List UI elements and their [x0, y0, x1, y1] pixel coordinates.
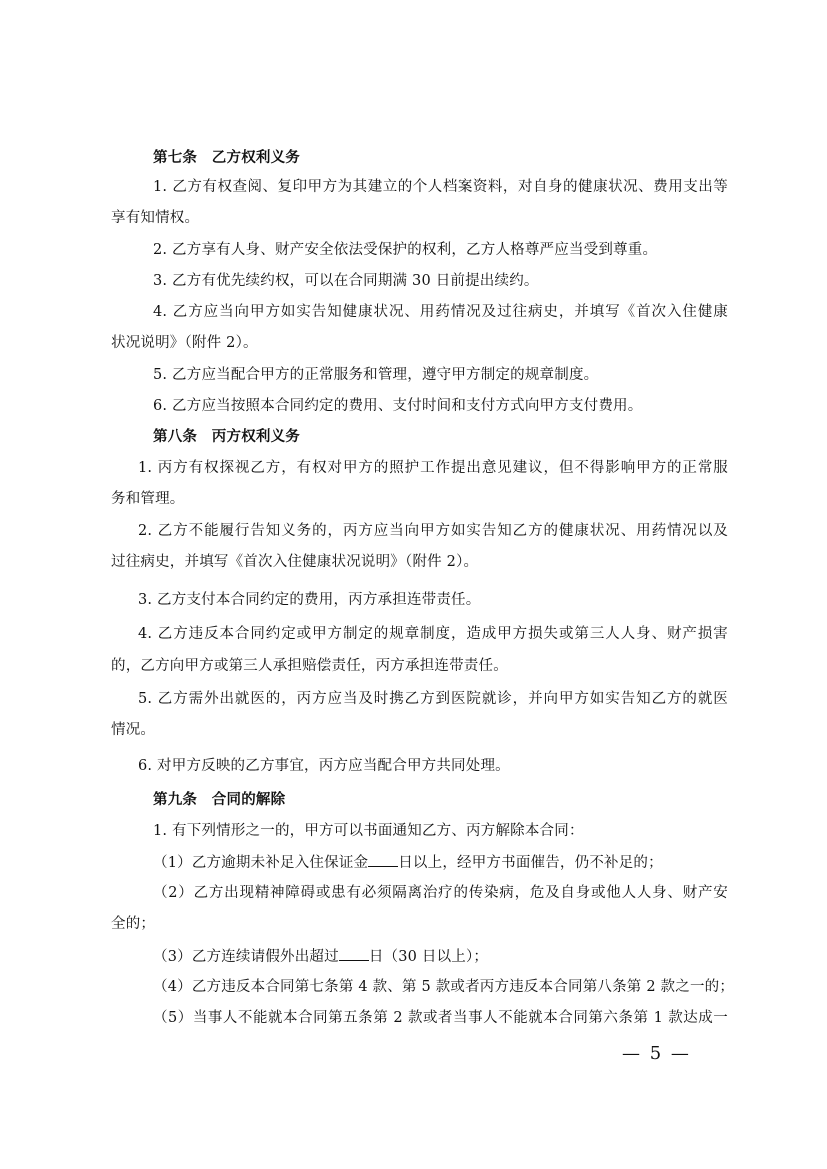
article-7-clause-4: 4. 乙方应当向甲方如实告知健康状况、用药情况及过往病史，并填写《首次入住健康 — [153, 304, 728, 320]
article-8-clause-3: 3. 乙方支付本合同约定的费用，丙方承担连带责任。 — [138, 592, 481, 608]
article-8-clause-2: 2. 乙方不能履行告知义务的，丙方应当向甲方如实告知乙方的健康状况、用药情况以及 — [138, 523, 728, 539]
fill-blank-line — [368, 852, 398, 867]
item-3-text-b: 日（30 日以上）； — [368, 949, 489, 965]
article-8-clause-2-cont: 过往病史，并填写《首次入住健康状况说明》（附件 2）。 — [111, 554, 479, 570]
item-1-text-a: （1）乙方逾期未补足入住保证金 — [153, 855, 369, 871]
article-9-item-1 — [153, 852, 773, 873]
article-7-clause-2: 2. 乙方享有人身、财产安全依法受保护的权利，乙方人格尊严应当受到尊重。 — [153, 242, 658, 258]
article-7-clause-6: 6. 乙方应当按照本合同约定的费用、支付时间和支付方式向甲方支付费用。 — [153, 398, 643, 414]
article-8-clause-1-cont: 务和管理。 — [111, 491, 185, 507]
article-8-clause-6: 6. 对甲方反映的乙方事宜，丙方应当配合甲方共同处理。 — [138, 758, 510, 774]
article-7-clause-5: 5. 乙方应当配合甲方的正常服务和管理，遵守甲方制定的规章制度。 — [153, 367, 599, 383]
article-8-clause-4: 4. 乙方违反本合同约定或甲方制定的规章制度，造成甲方损失或第三人人身、财产损害 — [138, 626, 728, 642]
article-8-clause-5: 5. 乙方需外出就医的，丙方应当及时携乙方到医院就诊，并向甲方如实告知乙方的就医 — [138, 691, 728, 707]
article-9-clause-1: 1. 有下列情形之一的，甲方可以书面通知乙方、丙方解除本合同： — [153, 823, 584, 839]
article-9-heading: 第九条 合同的解除 — [153, 791, 286, 808]
article-8-clause-5-cont: 情况。 — [111, 722, 156, 738]
article-7-clause-1: 1. 乙方有权查阅、复印甲方为其建立的个人档案资料，对自身的健康状况、费用支出等 — [153, 179, 728, 195]
article-7-heading: 第七条 乙方权利义务 — [153, 149, 300, 166]
article-9-item-5: （5）当事人不能就本合同第五条第 2 款或者当事人不能就本合同第六条第 1 款达成一 — [153, 1010, 728, 1026]
article-9-item-2-cont: 全的； — [111, 916, 156, 932]
fill-blank-line — [339, 946, 369, 961]
article-7-clause-1-cont: 享有知情权。 — [111, 210, 200, 226]
page-number: — 5 — — [622, 1043, 691, 1064]
item-3-text-a: （3）乙方连续请假外出超过 — [153, 949, 339, 965]
item-1-text-b: 日以上，经甲方书面催告，仍不补足的； — [398, 855, 663, 871]
article-9-item-2: （2）乙方出现精神障碍或患有必须隔离治疗的传染病，危及自身或他人人身、财产安 — [153, 885, 728, 901]
article-8-clause-1: 1. 丙方有权探视乙方，有权对甲方的照护工作提出意见建议，但不得影响甲方的正常服 — [138, 460, 728, 476]
article-7-clause-4-cont: 状况说明》（附件 2）。 — [111, 335, 258, 351]
article-7-clause-3: 3. 乙方有优先续约权，可以在合同期满 30 日前提出续约。 — [153, 273, 539, 289]
article-9-item-3 — [153, 946, 773, 967]
article-8-clause-4-cont: 的，乙方向甲方或第三人承担赔偿责任，丙方承担连带责任。 — [111, 658, 508, 674]
article-9-item-4: （4）乙方违反本合同第七条第 4 款、第 5 款或者丙方违反本合同第八条第 2 款之一的； — [153, 979, 735, 995]
article-8-heading: 第八条 丙方权利义务 — [153, 428, 300, 445]
